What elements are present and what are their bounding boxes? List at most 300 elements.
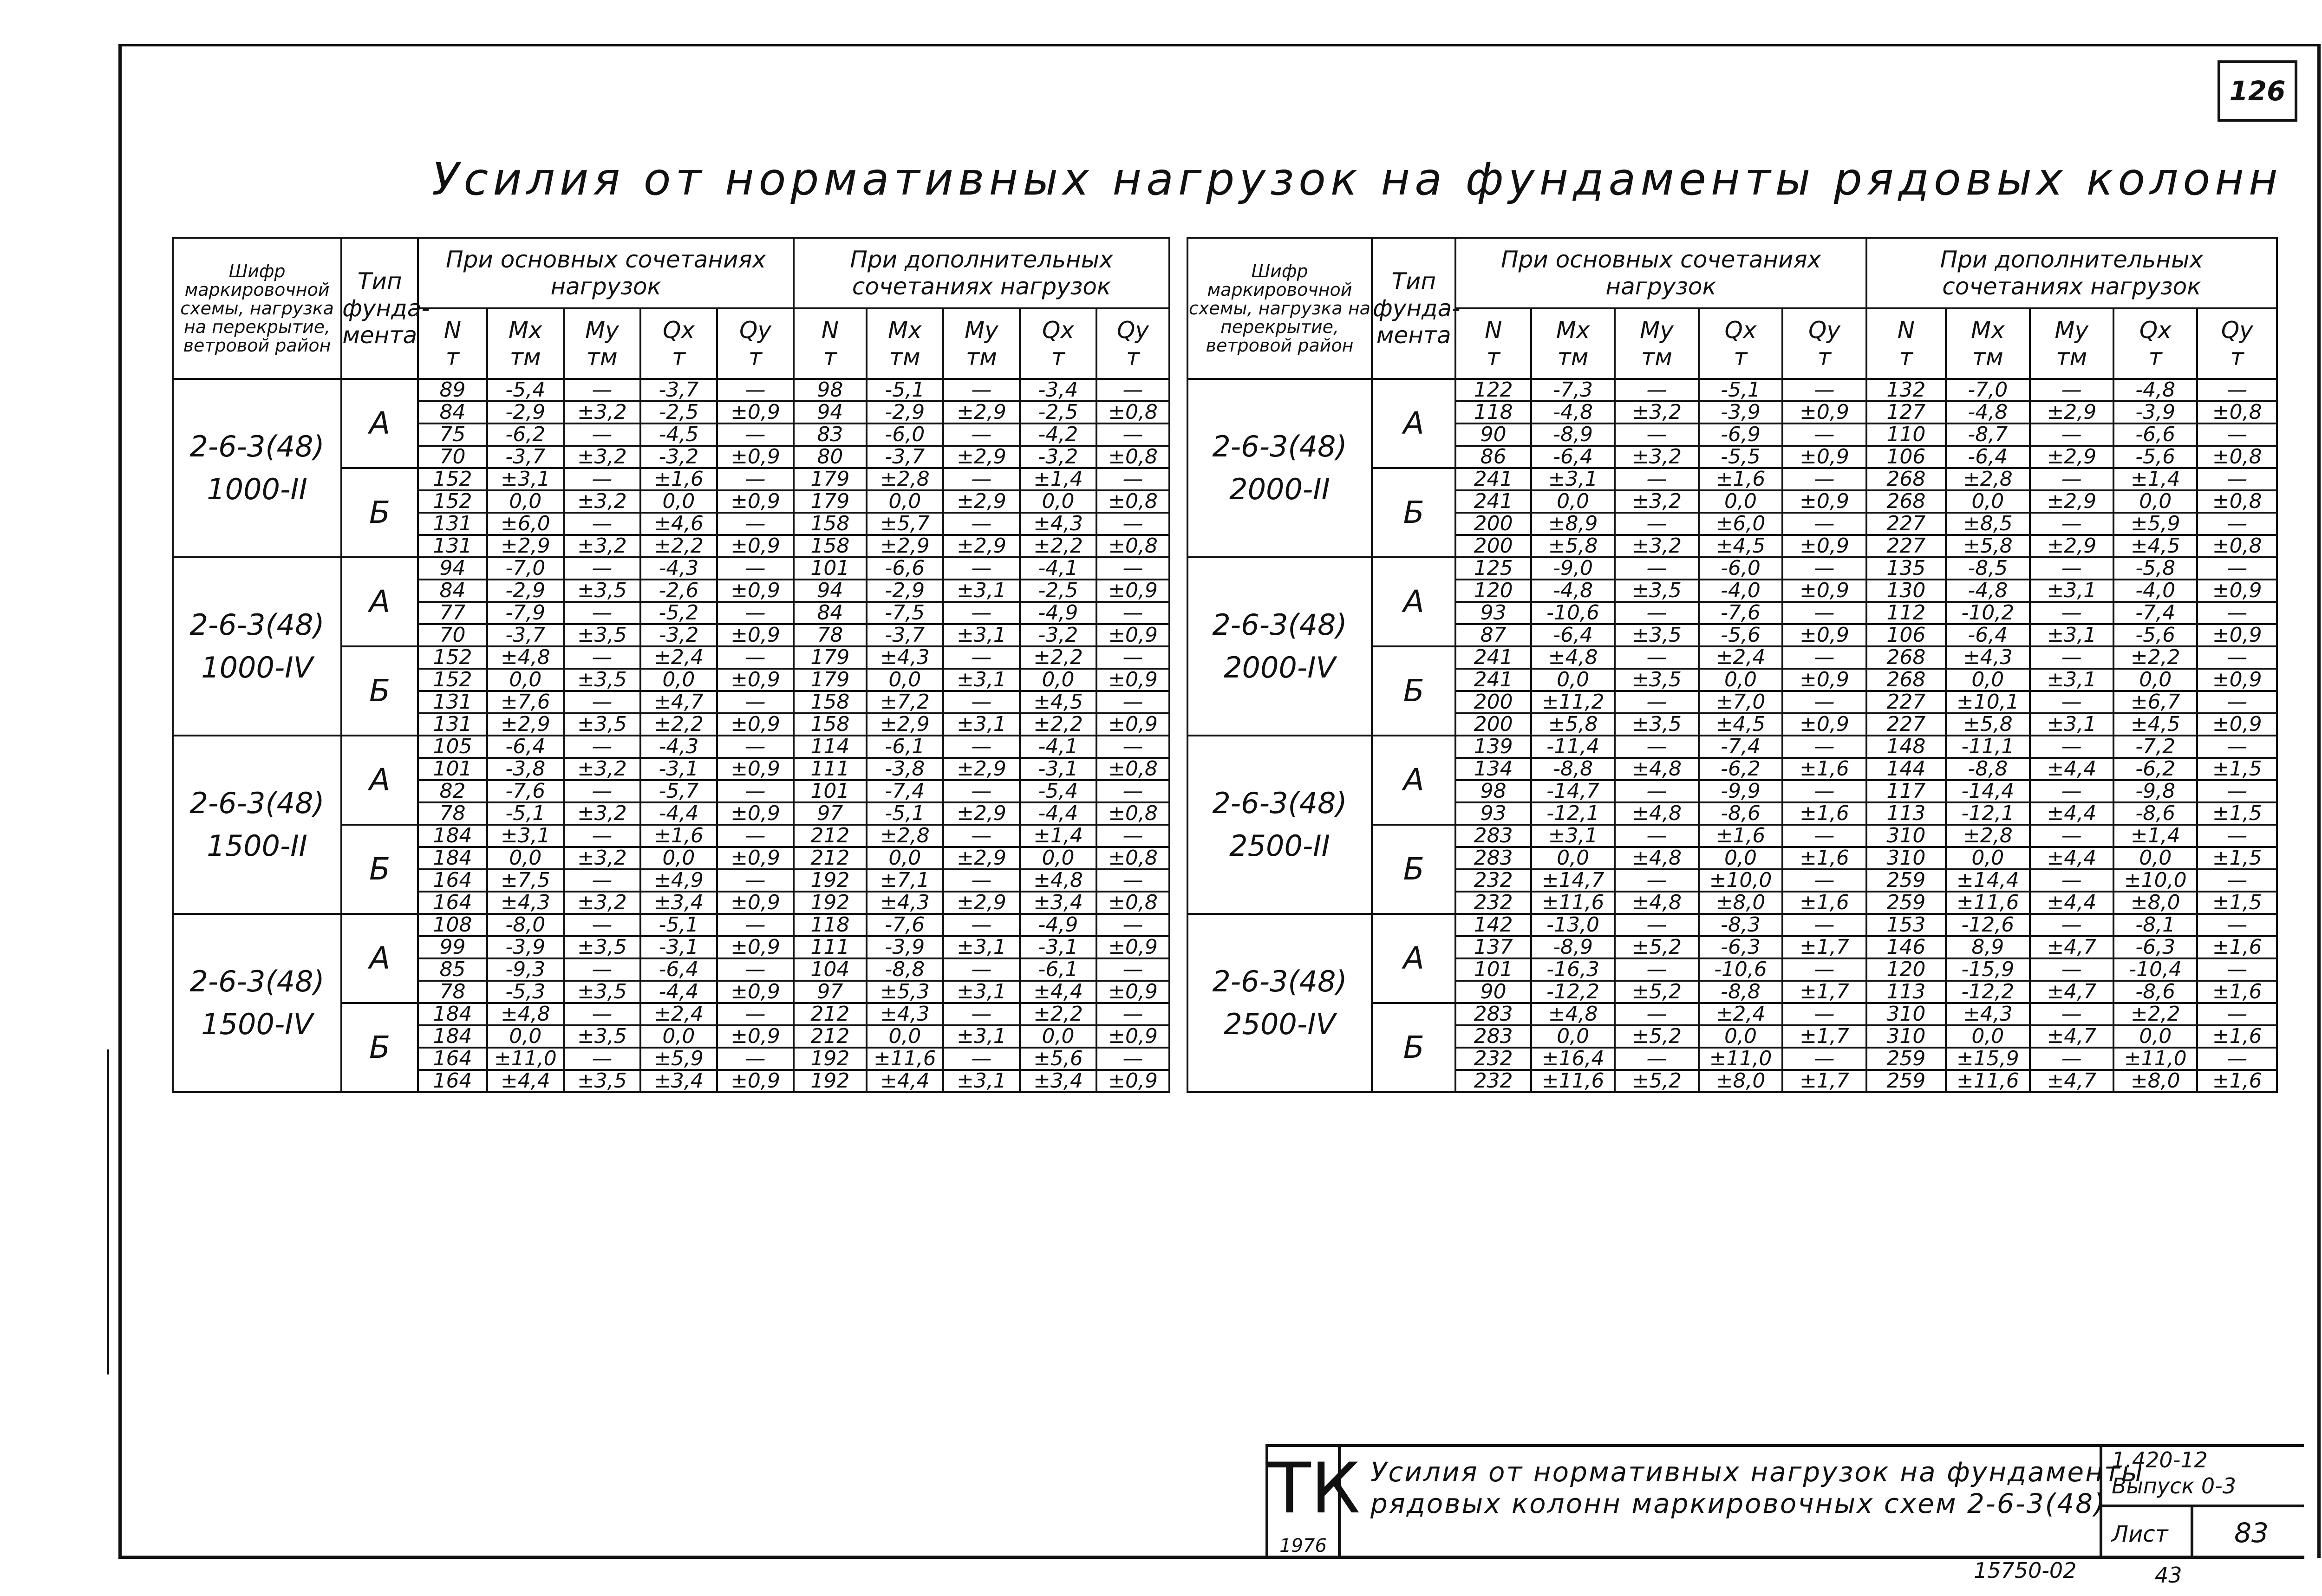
- value-cell: ±1,6: [1782, 758, 1866, 780]
- value-cell: -3,8: [867, 758, 943, 780]
- tk-logo: ТК: [1268, 1447, 1341, 1558]
- value-cell: ±10,0: [1699, 869, 1782, 892]
- value-cell: -7,6: [487, 780, 564, 802]
- header-col-mx: [867, 308, 943, 379]
- value-cell: -6,0: [1699, 557, 1782, 580]
- value-cell: —: [943, 646, 1020, 669]
- value-cell: ±4,8: [1531, 1003, 1615, 1025]
- value-cell: -3,1: [640, 936, 717, 958]
- value-cell: 0,0: [1946, 669, 2029, 691]
- value-cell: 97: [794, 981, 867, 1003]
- value-cell: 310: [1866, 825, 1946, 847]
- value-cell: —: [1615, 646, 1698, 669]
- value-cell: 112: [1866, 602, 1946, 624]
- col-symbol: N: [821, 317, 839, 344]
- value-cell: —: [717, 468, 794, 490]
- value-cell: 70: [418, 624, 487, 646]
- value-cell: 94: [794, 401, 867, 423]
- header-col-my: [2030, 308, 2113, 379]
- value-cell: -5,7: [640, 780, 717, 802]
- value-cell: —: [1096, 1048, 1169, 1070]
- value-cell: 164: [418, 1070, 487, 1092]
- col-symbol: Mx: [508, 317, 542, 344]
- value-cell: —: [1615, 869, 1698, 892]
- value-cell: ±3,2: [1615, 446, 1698, 468]
- value-cell: ±1,6: [1699, 468, 1782, 490]
- value-cell: —: [1615, 423, 1698, 446]
- value-cell: —: [1615, 825, 1698, 847]
- value-cell: ±7,1: [867, 869, 943, 892]
- value-cell: ±7,0: [1699, 691, 1782, 713]
- value-cell: ±4,4: [2030, 892, 2113, 914]
- value-cell: ±3,1: [1531, 468, 1615, 490]
- value-cell: —: [717, 825, 794, 847]
- value-cell: -4,1: [1020, 736, 1096, 758]
- value-cell: ±0,9: [717, 847, 794, 869]
- value-cell: -3,1: [1020, 758, 1096, 780]
- value-cell: ±16,4: [1531, 1048, 1615, 1070]
- value-cell: ±4,4: [867, 1070, 943, 1092]
- value-cell: ±0,9: [1782, 535, 1866, 557]
- value-cell: ±0,9: [2197, 669, 2277, 691]
- header-osnovnye: При основных сочетаниях нагрузок: [418, 238, 794, 308]
- value-cell: —: [1096, 780, 1169, 802]
- value-cell: ±1,6: [1782, 847, 1866, 869]
- value-cell: ±3,5: [564, 580, 640, 602]
- value-cell: ±0,9: [717, 535, 794, 557]
- foundation-type: А: [341, 914, 418, 1003]
- value-cell: ±3,1: [943, 936, 1020, 958]
- value-cell: ±0,9: [1782, 580, 1866, 602]
- value-cell: 212: [794, 1003, 867, 1025]
- table-row: [1187, 557, 2277, 580]
- value-cell: ±4,5: [1699, 535, 1782, 557]
- value-cell: ±0,9: [1096, 580, 1169, 602]
- value-cell: ±1,5: [2197, 802, 2277, 825]
- sheet-number: 126: [2218, 60, 2297, 122]
- value-cell: ±5,9: [2113, 513, 2197, 535]
- value-cell: —: [1615, 958, 1698, 981]
- value-cell: -3,2: [1020, 446, 1096, 468]
- value-cell: —: [943, 557, 1020, 580]
- value-cell: ±5,6: [1020, 1048, 1096, 1070]
- value-cell: 131: [418, 691, 487, 713]
- value-cell: —: [2030, 646, 2113, 669]
- value-cell: 200: [1455, 535, 1531, 557]
- value-cell: —: [943, 780, 1020, 802]
- value-cell: ±3,1: [943, 713, 1020, 736]
- value-cell: ±0,9: [1782, 401, 1866, 423]
- scheme-code: 2-6-3(48) 2500-IV: [1187, 914, 1372, 1092]
- value-cell: ±8,5: [1946, 513, 2029, 535]
- value-cell: ±11,6: [1531, 1070, 1615, 1092]
- value-cell: ±0,8: [1096, 446, 1169, 468]
- value-cell: -11,4: [1531, 736, 1615, 758]
- value-cell: -10,4: [2113, 958, 2197, 981]
- value-cell: ±2,9: [487, 713, 564, 736]
- value-cell: ±0,9: [717, 446, 794, 468]
- value-cell: —: [2030, 1048, 2113, 1070]
- value-cell: -3,4: [1020, 379, 1096, 401]
- value-cell: -8,6: [2113, 802, 2197, 825]
- value-cell: ±3,1: [943, 1070, 1020, 1092]
- value-cell: —: [1615, 602, 1698, 624]
- value-cell: ±11,6: [1946, 892, 2029, 914]
- value-cell: ±4,3: [1946, 1003, 2029, 1025]
- value-cell: -8,6: [2113, 981, 2197, 1003]
- table-row: [1187, 736, 2277, 758]
- value-cell: -2,5: [1020, 401, 1096, 423]
- value-cell: ±4,9: [640, 869, 717, 892]
- value-cell: 78: [418, 802, 487, 825]
- value-cell: ±4,8: [487, 1003, 564, 1025]
- value-cell: 200: [1455, 713, 1531, 736]
- value-cell: 200: [1455, 691, 1531, 713]
- value-cell: ±0,9: [717, 624, 794, 646]
- value-cell: ±0,8: [2197, 446, 2277, 468]
- value-cell: —: [717, 691, 794, 713]
- value-cell: ±1,6: [2197, 936, 2277, 958]
- value-cell: 118: [794, 914, 867, 936]
- value-cell: 82: [418, 780, 487, 802]
- value-cell: ±4,8: [1615, 847, 1698, 869]
- value-cell: 108: [418, 914, 487, 936]
- value-cell: ±3,1: [1531, 825, 1615, 847]
- value-cell: —: [1782, 379, 1866, 401]
- header-tip: Тип фунда- мента: [1372, 238, 1455, 379]
- value-cell: ±0,9: [717, 981, 794, 1003]
- value-cell: —: [564, 557, 640, 580]
- value-cell: -4,3: [640, 557, 717, 580]
- value-cell: —: [1782, 513, 1866, 535]
- value-cell: -7,2: [2113, 736, 2197, 758]
- value-cell: 134: [1455, 758, 1531, 780]
- header-col-qx: [1020, 308, 1096, 379]
- value-cell: —: [2030, 423, 2113, 446]
- value-cell: 137: [1455, 936, 1531, 958]
- forces-table-right: [1187, 237, 2278, 1093]
- table-row: [173, 914, 1169, 936]
- scheme-code: 2-6-3(48) 2000-II: [1187, 379, 1372, 557]
- value-cell: —: [1615, 379, 1698, 401]
- col-symbol: My: [1640, 317, 1674, 344]
- value-cell: ±0,8: [2197, 401, 2277, 423]
- col-symbol: My: [585, 317, 619, 344]
- value-cell: -3,1: [1020, 936, 1096, 958]
- value-cell: ±2,9: [487, 535, 564, 557]
- col-symbol: N: [444, 317, 462, 344]
- value-cell: ±2,9: [943, 892, 1020, 914]
- value-cell: —: [943, 602, 1020, 624]
- value-cell: ±2,4: [1699, 646, 1782, 669]
- value-cell: 0,0: [1946, 490, 2029, 513]
- col-unit: тм: [509, 344, 541, 371]
- value-cell: ±5,2: [1615, 936, 1698, 958]
- value-cell: ±3,1: [943, 981, 1020, 1003]
- col-unit: т: [748, 344, 763, 371]
- value-cell: 152: [418, 669, 487, 691]
- value-cell: ±11,0: [487, 1048, 564, 1070]
- value-cell: —: [1096, 914, 1169, 936]
- value-cell: —: [943, 468, 1020, 490]
- scheme-code: 2-6-3(48) 1000-IV: [173, 557, 341, 736]
- value-cell: ±2,9: [2030, 535, 2113, 557]
- page-title: Усилия от нормативных нагрузок на фундаменты рядовых колонн: [432, 153, 2283, 205]
- value-cell: 0,0: [487, 669, 564, 691]
- value-cell: ±2,2: [2113, 646, 2197, 669]
- value-cell: 101: [1455, 958, 1531, 981]
- value-cell: —: [1096, 379, 1169, 401]
- header-col-my: [1615, 308, 1698, 379]
- value-cell: -4,8: [1531, 580, 1615, 602]
- value-cell: 0,0: [1531, 669, 1615, 691]
- value-cell: 0,0: [867, 490, 943, 513]
- value-cell: -7,4: [1699, 736, 1782, 758]
- value-cell: 113: [1866, 981, 1946, 1003]
- value-cell: -9,0: [1531, 557, 1615, 580]
- value-cell: 164: [418, 869, 487, 892]
- value-cell: -12,6: [1946, 914, 2029, 936]
- value-cell: 104: [794, 958, 867, 981]
- value-cell: —: [564, 602, 640, 624]
- value-cell: ±4,3: [867, 646, 943, 669]
- value-cell: ±0,8: [1096, 847, 1169, 869]
- value-cell: ±1,7: [1782, 1070, 1866, 1092]
- value-cell: -2,5: [1020, 580, 1096, 602]
- value-cell: ±1,5: [2197, 892, 2277, 914]
- value-cell: ±3,5: [1615, 624, 1698, 646]
- value-cell: -5,8: [2113, 557, 2197, 580]
- value-cell: —: [1782, 1048, 1866, 1070]
- value-cell: —: [1782, 825, 1866, 847]
- value-cell: -7,0: [1946, 379, 2029, 401]
- value-cell: ±1,6: [1782, 802, 1866, 825]
- value-cell: 268: [1866, 468, 1946, 490]
- header-dopolnitelnye: При дополнительных сочетаниях нагрузок: [1866, 238, 2277, 308]
- value-cell: 120: [1455, 580, 1531, 602]
- header-col-n: [794, 308, 867, 379]
- value-cell: ±3,5: [564, 1070, 640, 1092]
- value-cell: ±3,2: [564, 758, 640, 780]
- value-cell: -2,9: [487, 580, 564, 602]
- value-cell: -7,6: [867, 914, 943, 936]
- value-cell: 101: [418, 758, 487, 780]
- value-cell: ±2,9: [943, 401, 1020, 423]
- value-cell: ±0,9: [717, 892, 794, 914]
- value-cell: ±8,0: [1699, 892, 1782, 914]
- value-cell: ±3,5: [564, 669, 640, 691]
- value-cell: 0,0: [1946, 1025, 2029, 1048]
- value-cell: ±4,8: [1531, 646, 1615, 669]
- foundation-type: А: [341, 736, 418, 825]
- value-cell: -4,8: [1946, 401, 2029, 423]
- header-osnovnye: При основных сочетаниях нагрузок: [1455, 238, 1866, 308]
- value-cell: 80: [794, 446, 867, 468]
- table-row: [173, 736, 1169, 758]
- value-cell: ±3,2: [564, 401, 640, 423]
- value-cell: ±0,8: [1096, 401, 1169, 423]
- value-cell: —: [564, 780, 640, 802]
- col-unit: т: [823, 344, 837, 371]
- col-unit: т: [445, 344, 460, 371]
- value-cell: 111: [794, 758, 867, 780]
- value-cell: ±3,2: [564, 847, 640, 869]
- value-cell: ±0,9: [2197, 713, 2277, 736]
- scheme-code: 2-6-3(48) 2500-II: [1187, 736, 1372, 914]
- value-cell: -6,9: [1699, 423, 1782, 446]
- value-cell: -3,2: [640, 446, 717, 468]
- value-cell: -7,9: [487, 602, 564, 624]
- value-cell: -5,6: [2113, 446, 2197, 468]
- series-number: 1.420-12: [2112, 1447, 2208, 1472]
- value-cell: -4,3: [640, 736, 717, 758]
- header-col-qy: [2197, 308, 2277, 379]
- value-cell: -3,9: [1699, 401, 1782, 423]
- value-cell: 241: [1455, 669, 1531, 691]
- value-cell: —: [564, 468, 640, 490]
- value-cell: ±2,2: [1020, 646, 1096, 669]
- value-cell: —: [1615, 691, 1698, 713]
- value-cell: —: [2197, 602, 2277, 624]
- value-cell: ±0,9: [1782, 713, 1866, 736]
- value-cell: 110: [1866, 423, 1946, 446]
- value-cell: —: [943, 379, 1020, 401]
- value-cell: 192: [794, 1048, 867, 1070]
- value-cell: —: [943, 513, 1020, 535]
- value-cell: ±0,8: [1096, 892, 1169, 914]
- foundation-type: Б: [1372, 646, 1455, 736]
- value-cell: -7,4: [867, 780, 943, 802]
- value-cell: -7,0: [487, 557, 564, 580]
- value-cell: -5,6: [2113, 624, 2197, 646]
- foundation-type: А: [341, 379, 418, 468]
- value-cell: ±1,7: [1782, 1025, 1866, 1048]
- value-cell: ±3,1: [2030, 713, 2113, 736]
- value-cell: —: [1096, 468, 1169, 490]
- stamp-description: Усилия от нормативных нагрузок на фундаменты рядовых колонн маркировочных схем 2-6-3(48): [1370, 1456, 2144, 1519]
- value-cell: —: [717, 423, 794, 446]
- value-cell: ±0,9: [2197, 624, 2277, 646]
- list-label: Лист: [2112, 1521, 2168, 1547]
- value-cell: ±1,5: [2197, 847, 2277, 869]
- foundation-type: Б: [1372, 468, 1455, 557]
- value-cell: -8,0: [487, 914, 564, 936]
- value-cell: ±2,2: [640, 535, 717, 557]
- stamp-series: [2100, 1447, 2304, 1507]
- value-cell: ±4,3: [1020, 513, 1096, 535]
- col-unit: т: [1126, 344, 1140, 371]
- col-symbol: Mx: [1970, 317, 2005, 344]
- value-cell: 0,0: [1531, 847, 1615, 869]
- value-cell: —: [2030, 468, 2113, 490]
- value-cell: ±1,6: [1699, 825, 1782, 847]
- value-cell: -2,6: [640, 580, 717, 602]
- stamp-year: 1976: [1279, 1535, 1327, 1557]
- value-cell: ±0,9: [1096, 1070, 1169, 1092]
- value-cell: 241: [1455, 490, 1531, 513]
- value-cell: ±1,4: [1020, 825, 1096, 847]
- value-cell: ±3,5: [564, 936, 640, 958]
- value-cell: —: [1615, 513, 1698, 535]
- value-cell: -9,8: [2113, 780, 2197, 802]
- value-cell: 184: [418, 847, 487, 869]
- col-symbol: My: [2055, 317, 2089, 344]
- value-cell: ±10,1: [1946, 691, 2029, 713]
- value-cell: ±0,9: [717, 758, 794, 780]
- value-cell: -8,9: [1531, 936, 1615, 958]
- value-cell: 227: [1866, 713, 1946, 736]
- col-symbol: Qx: [662, 317, 695, 344]
- foundation-type: Б: [341, 646, 418, 736]
- col-symbol: My: [965, 317, 998, 344]
- value-cell: 227: [1866, 691, 1946, 713]
- value-cell: 98: [1455, 780, 1531, 802]
- value-cell: —: [943, 869, 1020, 892]
- value-cell: 310: [1866, 1003, 1946, 1025]
- value-cell: ±7,6: [487, 691, 564, 713]
- value-cell: 164: [418, 1048, 487, 1070]
- stamp-list: [2100, 1507, 2307, 1558]
- value-cell: -6,4: [640, 958, 717, 981]
- value-cell: 90: [1455, 423, 1531, 446]
- value-cell: 192: [794, 1070, 867, 1092]
- value-cell: ±2,9: [943, 535, 1020, 557]
- value-cell: ±5,8: [1946, 713, 2029, 736]
- value-cell: 101: [794, 557, 867, 580]
- col-unit: т: [1051, 344, 1065, 371]
- value-cell: 0,0: [1946, 847, 2029, 869]
- value-cell: —: [2030, 379, 2113, 401]
- value-cell: ±2,2: [1020, 535, 1096, 557]
- value-cell: ±7,2: [867, 691, 943, 713]
- value-cell: 131: [418, 513, 487, 535]
- value-cell: 113: [1866, 802, 1946, 825]
- value-cell: —: [943, 825, 1020, 847]
- value-cell: ±3,5: [564, 981, 640, 1003]
- value-cell: 0,0: [640, 847, 717, 869]
- value-cell: ±10,0: [2113, 869, 2197, 892]
- value-cell: ±3,1: [2030, 624, 2113, 646]
- value-cell: ±0,9: [717, 936, 794, 958]
- value-cell: -16,3: [1531, 958, 1615, 981]
- value-cell: ±4,7: [2030, 1025, 2113, 1048]
- value-cell: —: [1615, 914, 1698, 936]
- value-cell: -6,4: [1531, 624, 1615, 646]
- value-cell: ±0,9: [1782, 446, 1866, 468]
- table-row: [173, 557, 1169, 580]
- col-unit: тм: [889, 344, 920, 371]
- value-cell: 144: [1866, 758, 1946, 780]
- value-cell: -14,4: [1946, 780, 2029, 802]
- col-symbol: Qy: [1117, 317, 1149, 344]
- value-cell: 0,0: [1699, 669, 1782, 691]
- table-row: [1187, 914, 2277, 936]
- value-cell: —: [1782, 557, 1866, 580]
- value-cell: —: [1096, 602, 1169, 624]
- value-cell: ±0,9: [717, 802, 794, 825]
- value-cell: 192: [794, 892, 867, 914]
- scheme-code: 2-6-3(48) 1500-II: [173, 736, 341, 914]
- value-cell: —: [2030, 869, 2113, 892]
- col-unit: тм: [2056, 344, 2087, 371]
- value-cell: -10,2: [1946, 602, 2029, 624]
- col-unit: т: [2230, 344, 2244, 371]
- col-unit: тм: [1641, 344, 1672, 371]
- value-cell: —: [2197, 513, 2277, 535]
- col-unit: тм: [586, 344, 618, 371]
- value-cell: -6,0: [867, 423, 943, 446]
- value-cell: ±3,4: [1020, 1070, 1096, 1092]
